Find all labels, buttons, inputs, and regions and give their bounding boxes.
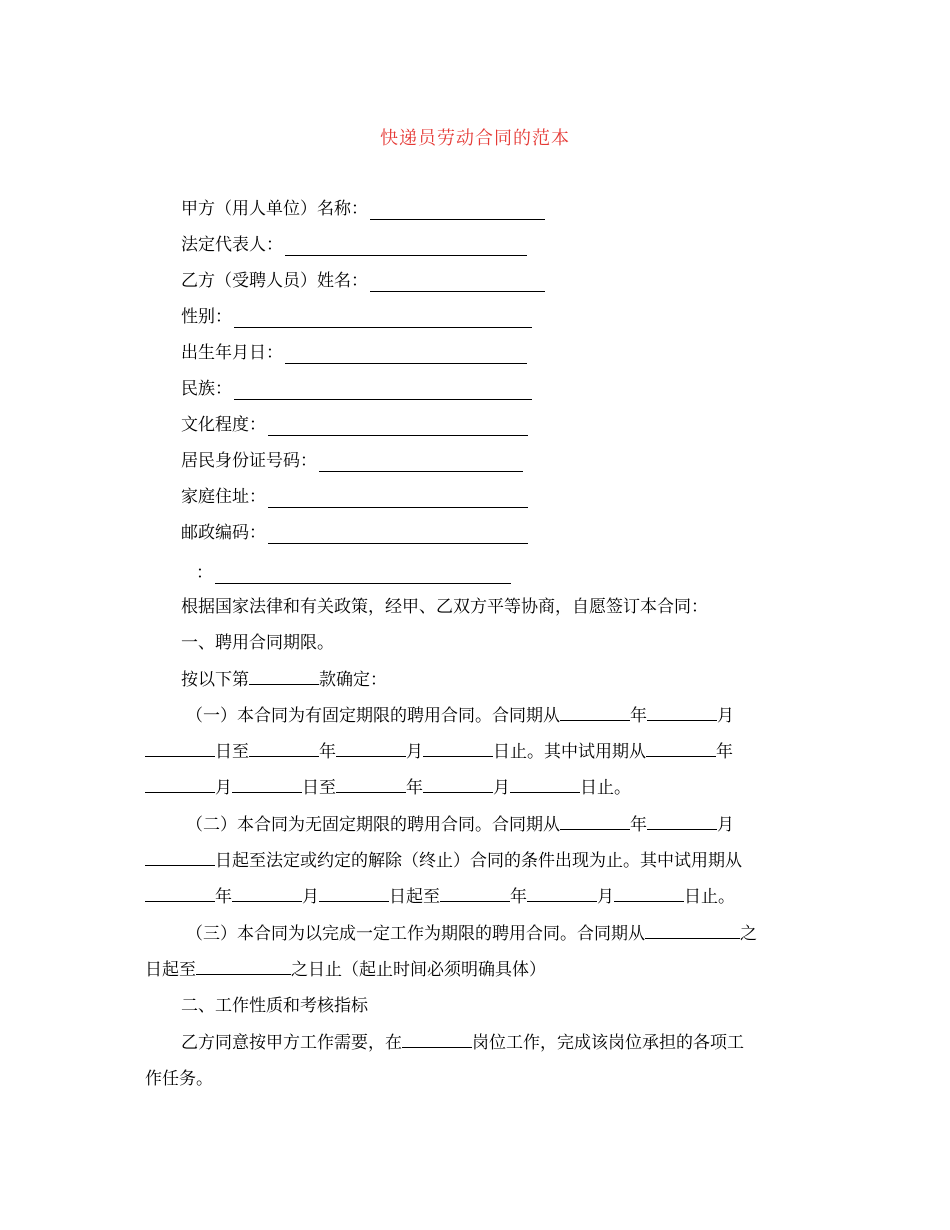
field-label: 民族： bbox=[181, 379, 232, 399]
text: 日止。其中试用期从 bbox=[493, 742, 646, 762]
field-id-number bbox=[181, 450, 523, 472]
item1-line3 bbox=[145, 777, 631, 799]
blank[interactable] bbox=[560, 814, 630, 830]
field-party-a-name bbox=[181, 198, 545, 220]
field-label: 邮政编码： bbox=[181, 523, 266, 543]
text: 年 bbox=[630, 815, 647, 835]
text: 日起至法定或约定的解除（终止）合同的条件出现为止。其中试用期从 bbox=[215, 851, 742, 871]
field-education bbox=[181, 414, 528, 436]
blank[interactable] bbox=[196, 959, 291, 975]
text: 日至 bbox=[215, 742, 249, 762]
blank[interactable] bbox=[423, 777, 493, 793]
blank[interactable] bbox=[336, 777, 406, 793]
field-blank[interactable] bbox=[268, 527, 528, 544]
text: 月 bbox=[406, 742, 423, 762]
blank[interactable] bbox=[646, 741, 716, 757]
item2-line1 bbox=[186, 814, 734, 836]
item1-line1 bbox=[186, 705, 734, 727]
section2-heading: 二、工作性质和考核指标 bbox=[181, 996, 368, 1016]
text: 月 bbox=[717, 815, 734, 835]
field-label: ： bbox=[196, 563, 213, 583]
item2-line2 bbox=[145, 850, 742, 872]
field-unnamed bbox=[196, 562, 511, 584]
blank[interactable] bbox=[423, 741, 493, 757]
blank[interactable] bbox=[319, 886, 389, 902]
item1-line2 bbox=[145, 741, 733, 763]
text: 按以下第 bbox=[181, 670, 249, 690]
text: 岗位工作，完成该岗位承担的各项工 bbox=[472, 1033, 744, 1053]
field-blank[interactable] bbox=[215, 567, 511, 584]
field-label: 家庭住址： bbox=[181, 487, 266, 507]
blank[interactable] bbox=[336, 741, 406, 757]
blank[interactable] bbox=[145, 777, 215, 793]
text: （二）本合同为无固定期限的聘用合同。合同期从 bbox=[186, 815, 560, 835]
text: 年 bbox=[510, 887, 527, 907]
blank[interactable] bbox=[232, 886, 302, 902]
field-blank[interactable] bbox=[319, 455, 523, 472]
text: 款确定： bbox=[319, 670, 387, 690]
text: 之 bbox=[740, 924, 757, 944]
text: 月 bbox=[302, 887, 319, 907]
section1-heading: 一、聘用合同期限。 bbox=[181, 633, 334, 653]
blank[interactable] bbox=[145, 741, 215, 757]
blank[interactable] bbox=[645, 923, 740, 939]
blank[interactable] bbox=[614, 886, 684, 902]
text: 年 bbox=[215, 887, 232, 907]
field-blank[interactable] bbox=[370, 275, 545, 292]
blank[interactable] bbox=[402, 1032, 472, 1048]
text: 之日止（起止时间必须明确具体） bbox=[291, 960, 546, 980]
document-title: 快递员劳动合同的范本 bbox=[380, 128, 570, 149]
text: 日止。 bbox=[684, 887, 735, 907]
text: （三）本合同为以完成一定工作为期限的聘用合同。合同期从 bbox=[186, 924, 645, 944]
text: 月 bbox=[597, 887, 614, 907]
item2-line3 bbox=[145, 886, 735, 908]
blank[interactable] bbox=[249, 741, 319, 757]
field-blank[interactable] bbox=[234, 311, 532, 328]
blank[interactable] bbox=[145, 886, 215, 902]
field-gender bbox=[181, 306, 532, 328]
field-blank[interactable] bbox=[268, 491, 528, 508]
field-home-address bbox=[181, 486, 528, 508]
text: 年 bbox=[406, 778, 423, 798]
text: 日止。 bbox=[580, 778, 631, 798]
field-label: 甲方（用人单位）名称： bbox=[181, 199, 368, 219]
field-blank[interactable] bbox=[234, 383, 532, 400]
text: 日至 bbox=[302, 778, 336, 798]
field-label: 居民身份证号码： bbox=[181, 451, 317, 471]
text: （一）本合同为有固定期限的聘用合同。合同期从 bbox=[186, 706, 560, 726]
blank[interactable] bbox=[440, 886, 510, 902]
field-blank[interactable] bbox=[285, 347, 527, 364]
field-ethnicity bbox=[181, 378, 532, 400]
item3-line2 bbox=[145, 959, 546, 981]
field-party-b-name bbox=[181, 270, 545, 292]
blank[interactable] bbox=[560, 705, 630, 721]
field-label: 乙方（受聘人员）姓名： bbox=[181, 271, 368, 291]
blank[interactable] bbox=[647, 814, 717, 830]
text: 月 bbox=[717, 706, 734, 726]
intro-paragraph: 根据国家法律和有关政策，经甲、乙双方平等协商，自愿签订本合同： bbox=[181, 597, 708, 617]
text: 年 bbox=[630, 706, 647, 726]
blank[interactable] bbox=[232, 777, 302, 793]
field-label: 法定代表人： bbox=[181, 235, 283, 255]
text: 乙方同意按甲方工作需要，在 bbox=[181, 1033, 402, 1053]
text: 日起至 bbox=[389, 887, 440, 907]
field-label: 文化程度： bbox=[181, 415, 266, 435]
blank[interactable] bbox=[510, 777, 580, 793]
field-blank[interactable] bbox=[370, 203, 545, 220]
blank[interactable] bbox=[647, 705, 717, 721]
text: 年 bbox=[716, 742, 733, 762]
blank[interactable] bbox=[527, 886, 597, 902]
text: 年 bbox=[319, 742, 336, 762]
field-birth-date bbox=[181, 342, 527, 364]
field-legal-representative bbox=[181, 234, 527, 256]
field-label: 性别： bbox=[181, 307, 232, 327]
field-blank[interactable] bbox=[268, 419, 528, 436]
blank[interactable] bbox=[249, 669, 319, 685]
field-blank[interactable] bbox=[285, 239, 527, 256]
text: 日起至 bbox=[145, 960, 196, 980]
item3-line1 bbox=[186, 923, 757, 945]
section2-paragraph-line2: 作任务。 bbox=[145, 1069, 213, 1089]
section2-paragraph-line1 bbox=[181, 1032, 744, 1054]
field-label: 出生年月日： bbox=[181, 343, 283, 363]
field-postal-code bbox=[181, 522, 528, 544]
text: 月 bbox=[215, 778, 232, 798]
blank[interactable] bbox=[145, 850, 215, 866]
text: 月 bbox=[493, 778, 510, 798]
section1-choose-clause bbox=[181, 669, 387, 691]
